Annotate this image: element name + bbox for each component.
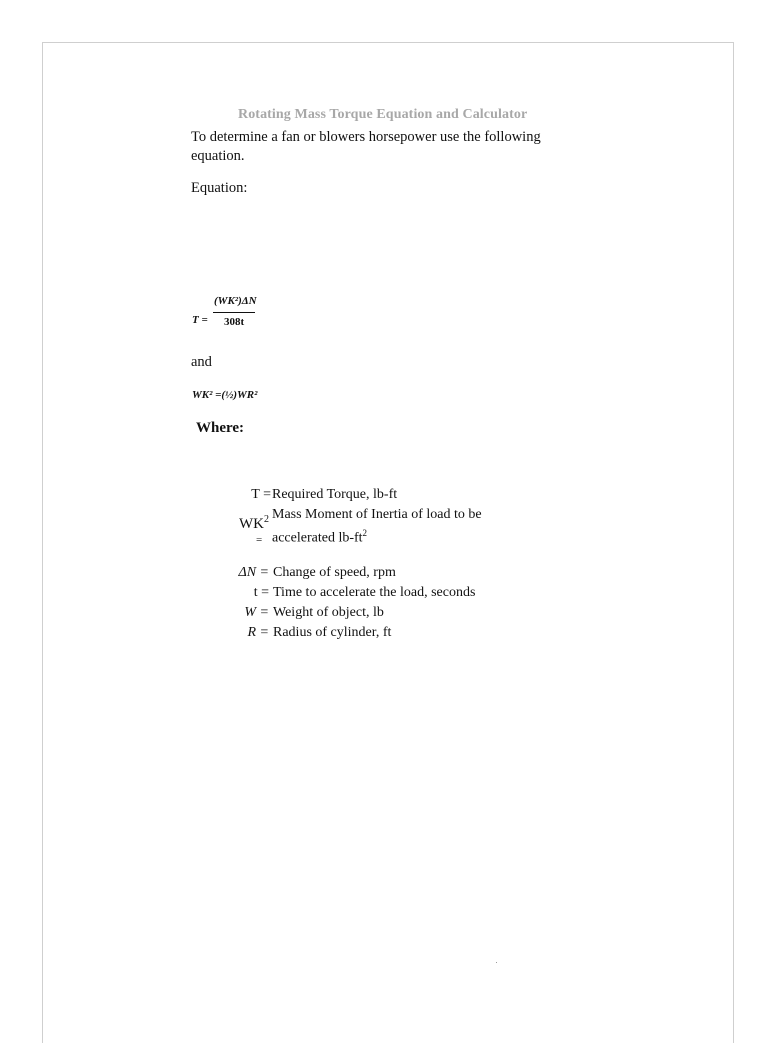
def-text-radius: Radius of cylinder, ft	[273, 625, 392, 640]
def-symbol-weight: W =	[244, 605, 269, 620]
def-text-torque: Required Torque, lb-ft	[272, 487, 398, 502]
def-symbol-wk2-eq: =	[256, 534, 263, 546]
def-text-delta-n: Change of speed, rpm	[273, 565, 396, 580]
page-speck	[496, 962, 497, 963]
def-text-wk2-line1: Mass Moment of Inertia of load to be	[272, 507, 482, 522]
document-page	[42, 42, 734, 1043]
intro-paragraph: To determine a fan or blowers horsepower use the following equation.	[191, 129, 541, 164]
def-symbol-wk2: $WK^2$	[239, 514, 269, 532]
fraction-bar	[213, 312, 255, 313]
def-text-time: Time to accelerate the load, seconds	[273, 585, 476, 600]
def-symbol-delta-n: ΔN =	[238, 565, 269, 580]
formula-denominator: 308t	[224, 316, 245, 328]
def-symbol-torque: T =	[251, 487, 271, 502]
def-symbol-time: t =	[253, 585, 269, 600]
formula-numerator: (WK²)ΔN	[214, 295, 257, 307]
equation-label: Equation:	[191, 180, 248, 196]
formula-lhs: T =	[192, 314, 208, 326]
def-text-wk2-line2: accelerated $lb-ft^2$	[272, 528, 368, 546]
def-text-weight: Weight of object, lb	[273, 605, 384, 620]
where-label: Where:	[196, 420, 245, 436]
and-label: and	[191, 354, 212, 370]
inertia-formula: WK² =(½)WR²	[192, 389, 258, 401]
document-title: Rotating Mass Torque Equation and Calculator	[238, 107, 528, 122]
def-symbol-radius: R =	[247, 625, 269, 640]
